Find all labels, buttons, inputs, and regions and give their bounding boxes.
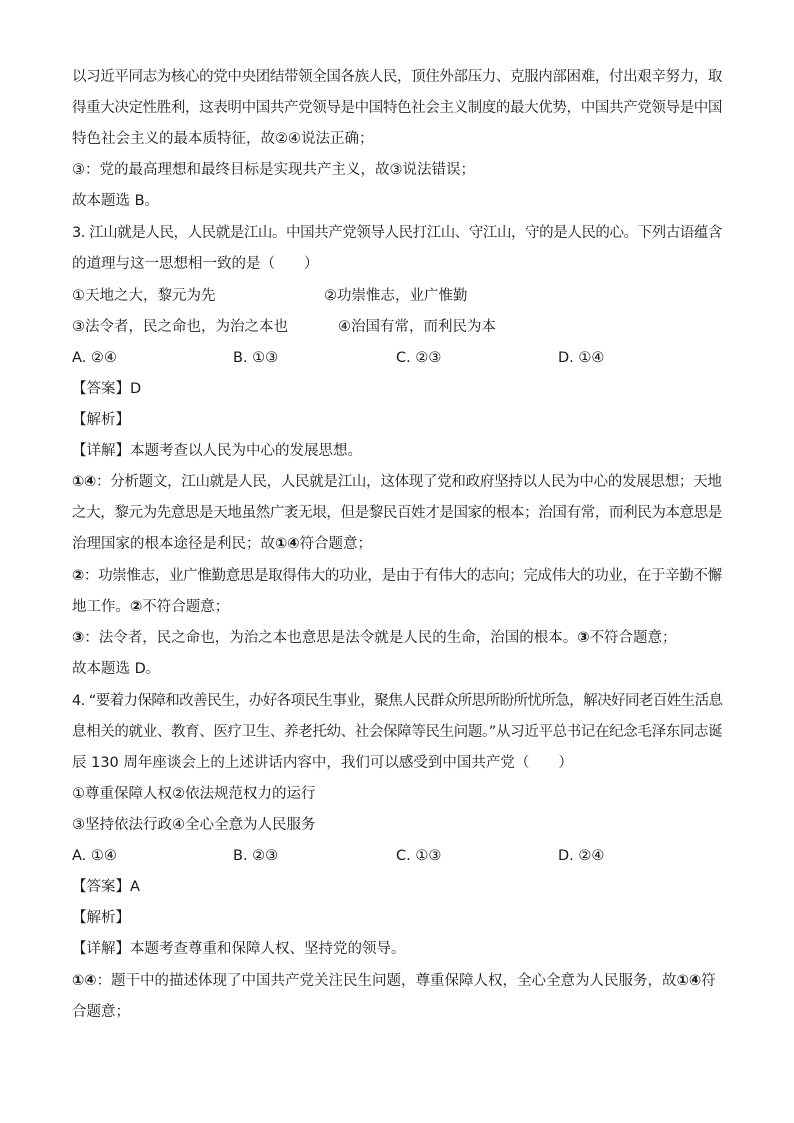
q4-items: ①尊重保障人权②依法规范权力的运行 [72,786,316,802]
q2-explanation-line: 特色社会主义的最本质特征，故②④说法正确； [72,131,374,147]
q3-explanation-line: ②：功崇惟志，业广惟勤意思是取得伟大的功业，是由于有伟大的志向；完成伟大的功业，在于辛勤不懈 [72,568,722,584]
q4-choice-b: B. ②③ [233,848,279,864]
q2-conclusion: 故本题选 B。 [72,193,160,209]
q3-answer: 【答案】D [72,381,142,397]
option-marker: ①④ [72,474,96,490]
q3-item-2: ②功崇惟志，业广惟勤 [324,288,468,304]
q3-explanation-line: ①④：分析题文，江山就是人民，人民就是江山，这体现了党和政府坚持以人民为中心的发展思想；天地 [72,474,722,490]
q3-choice-b: B. ①③ [233,350,279,366]
q3-choice-c: C. ②③ [396,350,442,366]
q4-choice-a: A. ①④ [72,848,117,864]
q4-explanation-line: ①④：题干中的描述体现了中国共产党关注民生问题，尊重保障人权，全心全意为人民服务，故①④符 [72,973,716,989]
q3-stem: 的道理与这一思想相一致的是（ ） [72,256,319,272]
q4-stem: 4. “要着力保障和改善民生，办好各项民生事业，聚焦人民群众所思所盼所忧所急，解决好同老百姓生活息 [72,693,723,709]
option-marker: ③ [577,630,590,646]
q3-conclusion: 故本题选 D。 [72,661,161,677]
q4-analysis-heading: 【解析】 [72,910,130,926]
q4-answer: 【答案】A [72,879,140,895]
q3-explanation-line: 地工作。②不符合题意； [72,599,230,615]
q3-choice-d: D. ①④ [558,350,605,366]
q2-explanation-line: ③：党的最高理想和最终目标是实现共产主义，故③说法错误； [72,162,475,178]
option-marker: ①④ [275,536,300,552]
option-marker: ② [72,568,84,584]
q4-stem: 辰 130 周年座谈会上的上述讲话内容中，我们可以感受到中国共产党（ ） [72,755,573,771]
q3-choice-a: A. ②④ [72,350,117,366]
option-marker: ①④ [72,973,97,989]
q4-items: ③坚持依法行政④全心全意为人民服务 [72,817,316,833]
q3-item-1: ①天地之大，黎元为先 [72,288,216,304]
option-marker: ①④ [676,973,702,989]
q4-choice-d: D. ②④ [558,848,605,864]
option-marker: ② [130,599,143,615]
q4-explanation-line: 合题意； [72,1004,130,1020]
q3-stem: 3. 江山就是人民，人民就是江山。中国共产党领导人民打江山、守江山，守的是人民的心。下列古语蕴含 [72,225,722,241]
q4-detail: 【详解】本题考查尊重和保障人权、坚持党的领导。 [72,941,406,957]
q4-choice-c: C. ①③ [396,848,442,864]
q3-item-3: ③法令者，民之命也，为治之本也 [72,319,288,335]
q3-analysis-heading: 【解析】 [72,412,130,428]
q3-explanation-line: 之大，黎元为先意思是天地虽然广袤无垠，但是黎民百姓才是国家的根本；治国有常，而利民为本意思是 [72,505,722,521]
q2-explanation-line: 以习近平同志为核心的党中央团结带领全国各族人民，顶住外部压力、克服内部困难，付出艰辛努力，取 [72,69,722,85]
q3-explanation-line: ③：法令者，民之命也，为治之本也意思是法令就是人民的生命，治国的根本。③不符合题意； [72,630,677,646]
q3-item-4: ④治国有常，而利民为本 [338,319,496,335]
q3-detail: 【详解】本题考查以人民为中心的发展思想。 [72,443,362,459]
q3-explanation-line: 治理国家的根本途径是利民；故①④符合题意； [72,536,373,552]
option-marker: ③ [72,630,85,646]
q4-stem: 息相关的就业、教育、医疗卫生、养老托幼、社会保障等民生问题。”从习近平总书记在纪念毛泽东同志诞 [72,724,723,740]
q2-explanation-line: 得重大决定性胜利，这表明中国共产党领导是中国特色社会主义制度的最大优势，中国共产党领导是中国 [72,100,722,116]
